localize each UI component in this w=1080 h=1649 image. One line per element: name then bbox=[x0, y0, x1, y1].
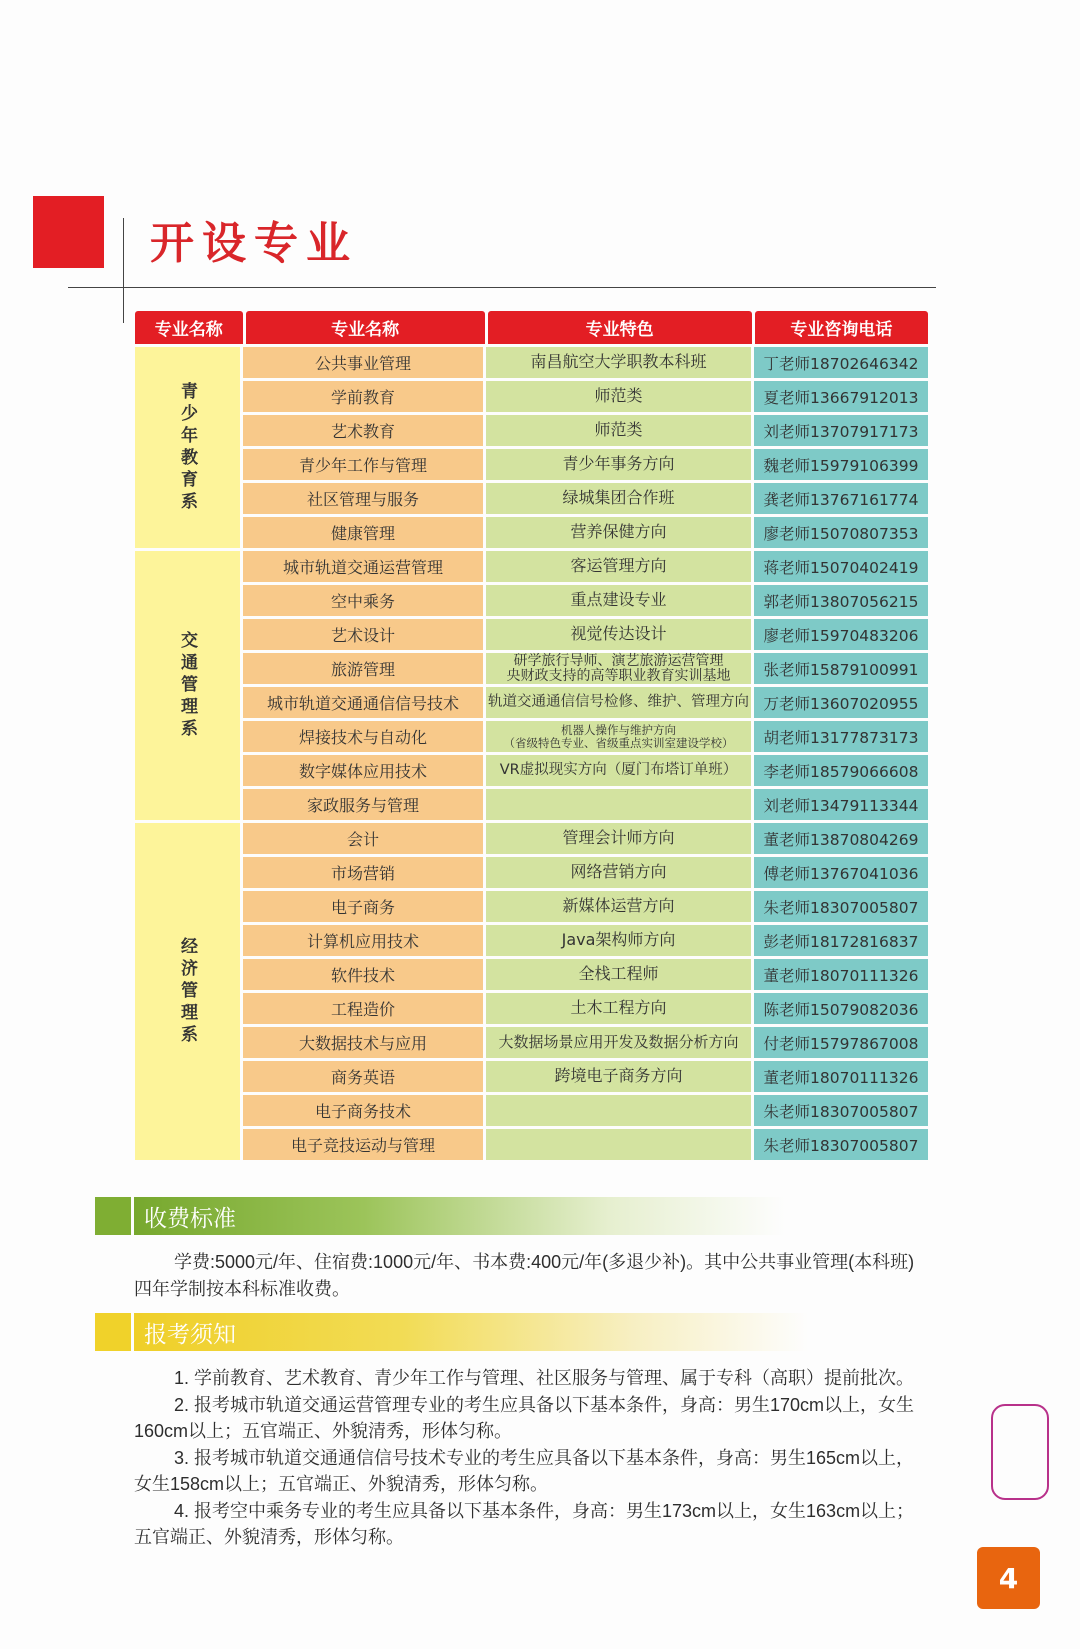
major-cell: 电子商务 bbox=[243, 891, 483, 922]
major-cell: 大数据技术与应用 bbox=[243, 1027, 483, 1058]
feature-cell: 视觉传达设计 bbox=[486, 619, 751, 650]
header-department: 专业名称 bbox=[135, 311, 243, 344]
department-cell bbox=[135, 823, 240, 1160]
table-row bbox=[243, 517, 928, 548]
contact-cell: 丁老师18702646342 bbox=[754, 347, 928, 378]
feature-cell: 青少年事务方向 bbox=[486, 449, 751, 480]
major-cell: 青少年工作与管理 bbox=[243, 449, 483, 480]
table-row bbox=[243, 483, 928, 514]
feature-cell: VR虚拟现实方向（厦门布塔订单班） bbox=[486, 755, 751, 786]
table-row bbox=[243, 959, 928, 990]
major-cell: 数字媒体应用技术 bbox=[243, 755, 483, 786]
table-row bbox=[243, 1027, 928, 1058]
feature-cell bbox=[486, 653, 751, 684]
table-row bbox=[243, 449, 928, 480]
contact-cell: 刘老师13707917173 bbox=[754, 415, 928, 446]
major-cell: 软件技术 bbox=[243, 959, 483, 990]
department-cell bbox=[135, 347, 240, 548]
department-group-economic-management bbox=[135, 823, 928, 1160]
feature-cell: 绿城集团合作班 bbox=[486, 483, 751, 514]
major-cell: 社区管理与服务 bbox=[243, 483, 483, 514]
feature-line-1: 机器人操作与维护方向 bbox=[561, 723, 676, 738]
table-row bbox=[243, 653, 928, 684]
notice-item: 4. 报考空中乘务专业的考生应具备以下基本条件，身高：男生173cm以上，女生163cm以上；五官端正、外貌清秀，形体匀称。 bbox=[134, 1500, 915, 1547]
feature-cell: Java架构师方向 bbox=[486, 925, 751, 956]
major-cell: 健康管理 bbox=[243, 517, 483, 548]
table-row bbox=[243, 755, 928, 786]
feature-line-2: 央财政支持的高等职业教育实训基地 bbox=[506, 667, 731, 684]
table-row bbox=[243, 381, 928, 412]
department-label: 经济管理系 bbox=[177, 936, 197, 1047]
major-cell: 计算机应用技术 bbox=[243, 925, 483, 956]
feature-cell bbox=[486, 789, 751, 820]
table-row bbox=[243, 415, 928, 446]
fees-bar-accent bbox=[95, 1197, 131, 1235]
department-cell bbox=[135, 551, 240, 820]
contact-cell: 郭老师13807056215 bbox=[754, 585, 928, 616]
fees-title: 收费标准 bbox=[134, 1197, 900, 1235]
contact-cell: 朱老师18307005807 bbox=[754, 891, 928, 922]
table-row bbox=[243, 993, 928, 1024]
page-title: 开设专业 bbox=[150, 218, 358, 269]
header-feature: 专业特色 bbox=[488, 311, 752, 344]
major-cell: 艺术设计 bbox=[243, 619, 483, 650]
table-row bbox=[243, 1129, 928, 1160]
majors-table bbox=[135, 311, 928, 1160]
department-group-transport-management bbox=[135, 551, 928, 820]
feature-cell: 管理会计师方向 bbox=[486, 823, 751, 854]
major-cell: 城市轨道交通运营管理 bbox=[243, 551, 483, 582]
contact-cell: 龚老师13767161774 bbox=[754, 483, 928, 514]
horizontal-rule bbox=[68, 287, 936, 288]
contact-cell: 付老师15797867008 bbox=[754, 1027, 928, 1058]
contact-cell: 董老师13870804269 bbox=[754, 823, 928, 854]
feature-cell: 南昌航空大学职教本科班 bbox=[486, 347, 751, 378]
contact-cell: 朱老师18307005807 bbox=[754, 1129, 928, 1160]
contact-cell: 夏老师13667912013 bbox=[754, 381, 928, 412]
contact-cell: 傅老师13767041036 bbox=[754, 857, 928, 888]
header-major: 专业名称 bbox=[246, 311, 485, 344]
department-label: 青少年教育系 bbox=[177, 381, 197, 514]
major-cell: 电子竞技运动与管理 bbox=[243, 1129, 483, 1160]
table-row bbox=[243, 789, 928, 820]
table-row bbox=[243, 551, 928, 582]
feature-line-2: （省级特色专业、省级重点实训室建设学校） bbox=[503, 735, 734, 750]
major-cell: 艺术教育 bbox=[243, 415, 483, 446]
red-accent-square bbox=[33, 196, 104, 268]
contact-cell: 张老师15879100991 bbox=[754, 653, 928, 684]
header-contact: 专业咨询电话 bbox=[755, 311, 928, 344]
contact-cell: 董老师18070111326 bbox=[754, 959, 928, 990]
notice-title: 报考须知 bbox=[134, 1313, 900, 1351]
feature-cell: 师范类 bbox=[486, 415, 751, 446]
notice-section-header bbox=[95, 1313, 900, 1351]
contact-cell: 万老师13607020955 bbox=[754, 687, 928, 718]
feature-cell: 全栈工程师 bbox=[486, 959, 751, 990]
feature-cell: 轨道交通通信信号检修、维护、管理方向 bbox=[486, 687, 751, 718]
major-cell: 空中乘务 bbox=[243, 585, 483, 616]
feature-cell: 土木工程方向 bbox=[486, 993, 751, 1024]
vertical-rule bbox=[123, 218, 124, 323]
contact-cell: 朱老师18307005807 bbox=[754, 1095, 928, 1126]
table-row bbox=[243, 721, 928, 752]
table-row bbox=[243, 585, 928, 616]
major-cell: 会计 bbox=[243, 823, 483, 854]
feature-cell: 网络营销方向 bbox=[486, 857, 751, 888]
major-cell: 工程造价 bbox=[243, 993, 483, 1024]
feature-cell: 重点建设专业 bbox=[486, 585, 751, 616]
table-row bbox=[243, 347, 928, 378]
major-cell: 商务英语 bbox=[243, 1061, 483, 1092]
feature-cell bbox=[486, 1129, 751, 1160]
major-cell: 城市轨道交通通信信号技术 bbox=[243, 687, 483, 718]
department-label: 交通管理系 bbox=[177, 630, 197, 741]
feature-cell: 师范类 bbox=[486, 381, 751, 412]
notice-bar-accent bbox=[95, 1313, 131, 1351]
page-number-badge: 4 bbox=[977, 1547, 1040, 1609]
feature-cell: 新媒体运营方向 bbox=[486, 891, 751, 922]
notice-item: 3. 报考城市轨道交通通信信号技术专业的考生应具备以下基本条件，身高：男生165cm以上，女生158cm以上；五官端正、外貌清秀，形体匀称。 bbox=[134, 1447, 915, 1494]
notice-item: 2. 报考城市轨道交通运营管理专业的考生应具备以下基本条件，身高：男生170cm以上，女生160cm以上；五官端正、外貌清秀，形体匀称。 bbox=[134, 1394, 915, 1441]
contact-cell: 廖老师15070807353 bbox=[754, 517, 928, 548]
feature-line-1: 研学旅行导师、演艺旅游运营管理 bbox=[513, 652, 724, 669]
feature-cell bbox=[486, 1095, 751, 1126]
major-cell: 旅游管理 bbox=[243, 653, 483, 684]
contact-cell: 魏老师15979106399 bbox=[754, 449, 928, 480]
major-cell: 学前教育 bbox=[243, 381, 483, 412]
table-row bbox=[243, 619, 928, 650]
major-cell: 焊接技术与自动化 bbox=[243, 721, 483, 752]
contact-cell: 董老师18070111326 bbox=[754, 1061, 928, 1092]
feature-cell: 跨境电子商务方向 bbox=[486, 1061, 751, 1092]
side-tab-outline bbox=[991, 1404, 1049, 1500]
major-cell: 家政服务与管理 bbox=[243, 789, 483, 820]
notice-text bbox=[134, 1365, 924, 1551]
table-row bbox=[243, 1095, 928, 1126]
feature-cell: 营养保健方向 bbox=[486, 517, 751, 548]
table-row bbox=[243, 857, 928, 888]
table-row bbox=[243, 891, 928, 922]
major-cell: 市场营销 bbox=[243, 857, 483, 888]
table-row bbox=[243, 925, 928, 956]
table-row bbox=[243, 823, 928, 854]
major-cell: 电子商务技术 bbox=[243, 1095, 483, 1126]
fees-text bbox=[134, 1249, 924, 1302]
contact-cell: 刘老师13479113344 bbox=[754, 789, 928, 820]
contact-cell: 陈老师15079082036 bbox=[754, 993, 928, 1024]
feature-cell bbox=[486, 721, 751, 752]
feature-cell: 客运管理方向 bbox=[486, 551, 751, 582]
contact-cell: 廖老师15970483206 bbox=[754, 619, 928, 650]
table-row bbox=[243, 1061, 928, 1092]
table-header bbox=[135, 311, 928, 344]
contact-cell: 蒋老师15070402419 bbox=[754, 551, 928, 582]
contact-cell: 彭老师18172816837 bbox=[754, 925, 928, 956]
notice-item: 1. 学前教育、艺术教育、青少年工作与管理、社区服务与管理、属于专科（高职）提前批次。 bbox=[174, 1368, 915, 1388]
feature-cell: 大数据场景应用开发及数据分析方向 bbox=[486, 1027, 751, 1058]
department-group-youth-education bbox=[135, 347, 928, 548]
contact-cell: 胡老师13177873173 bbox=[754, 721, 928, 752]
major-cell: 公共事业管理 bbox=[243, 347, 483, 378]
fees-section-header bbox=[95, 1197, 900, 1235]
table-row bbox=[243, 687, 928, 718]
contact-cell: 李老师18579066608 bbox=[754, 755, 928, 786]
fees-paragraph: 学费:5000元/年、住宿费:1000元/年、书本费:400元/年(多退少补)。其中公共事业管理(本科班)四年学制按本科标准收费。 bbox=[134, 1252, 915, 1299]
